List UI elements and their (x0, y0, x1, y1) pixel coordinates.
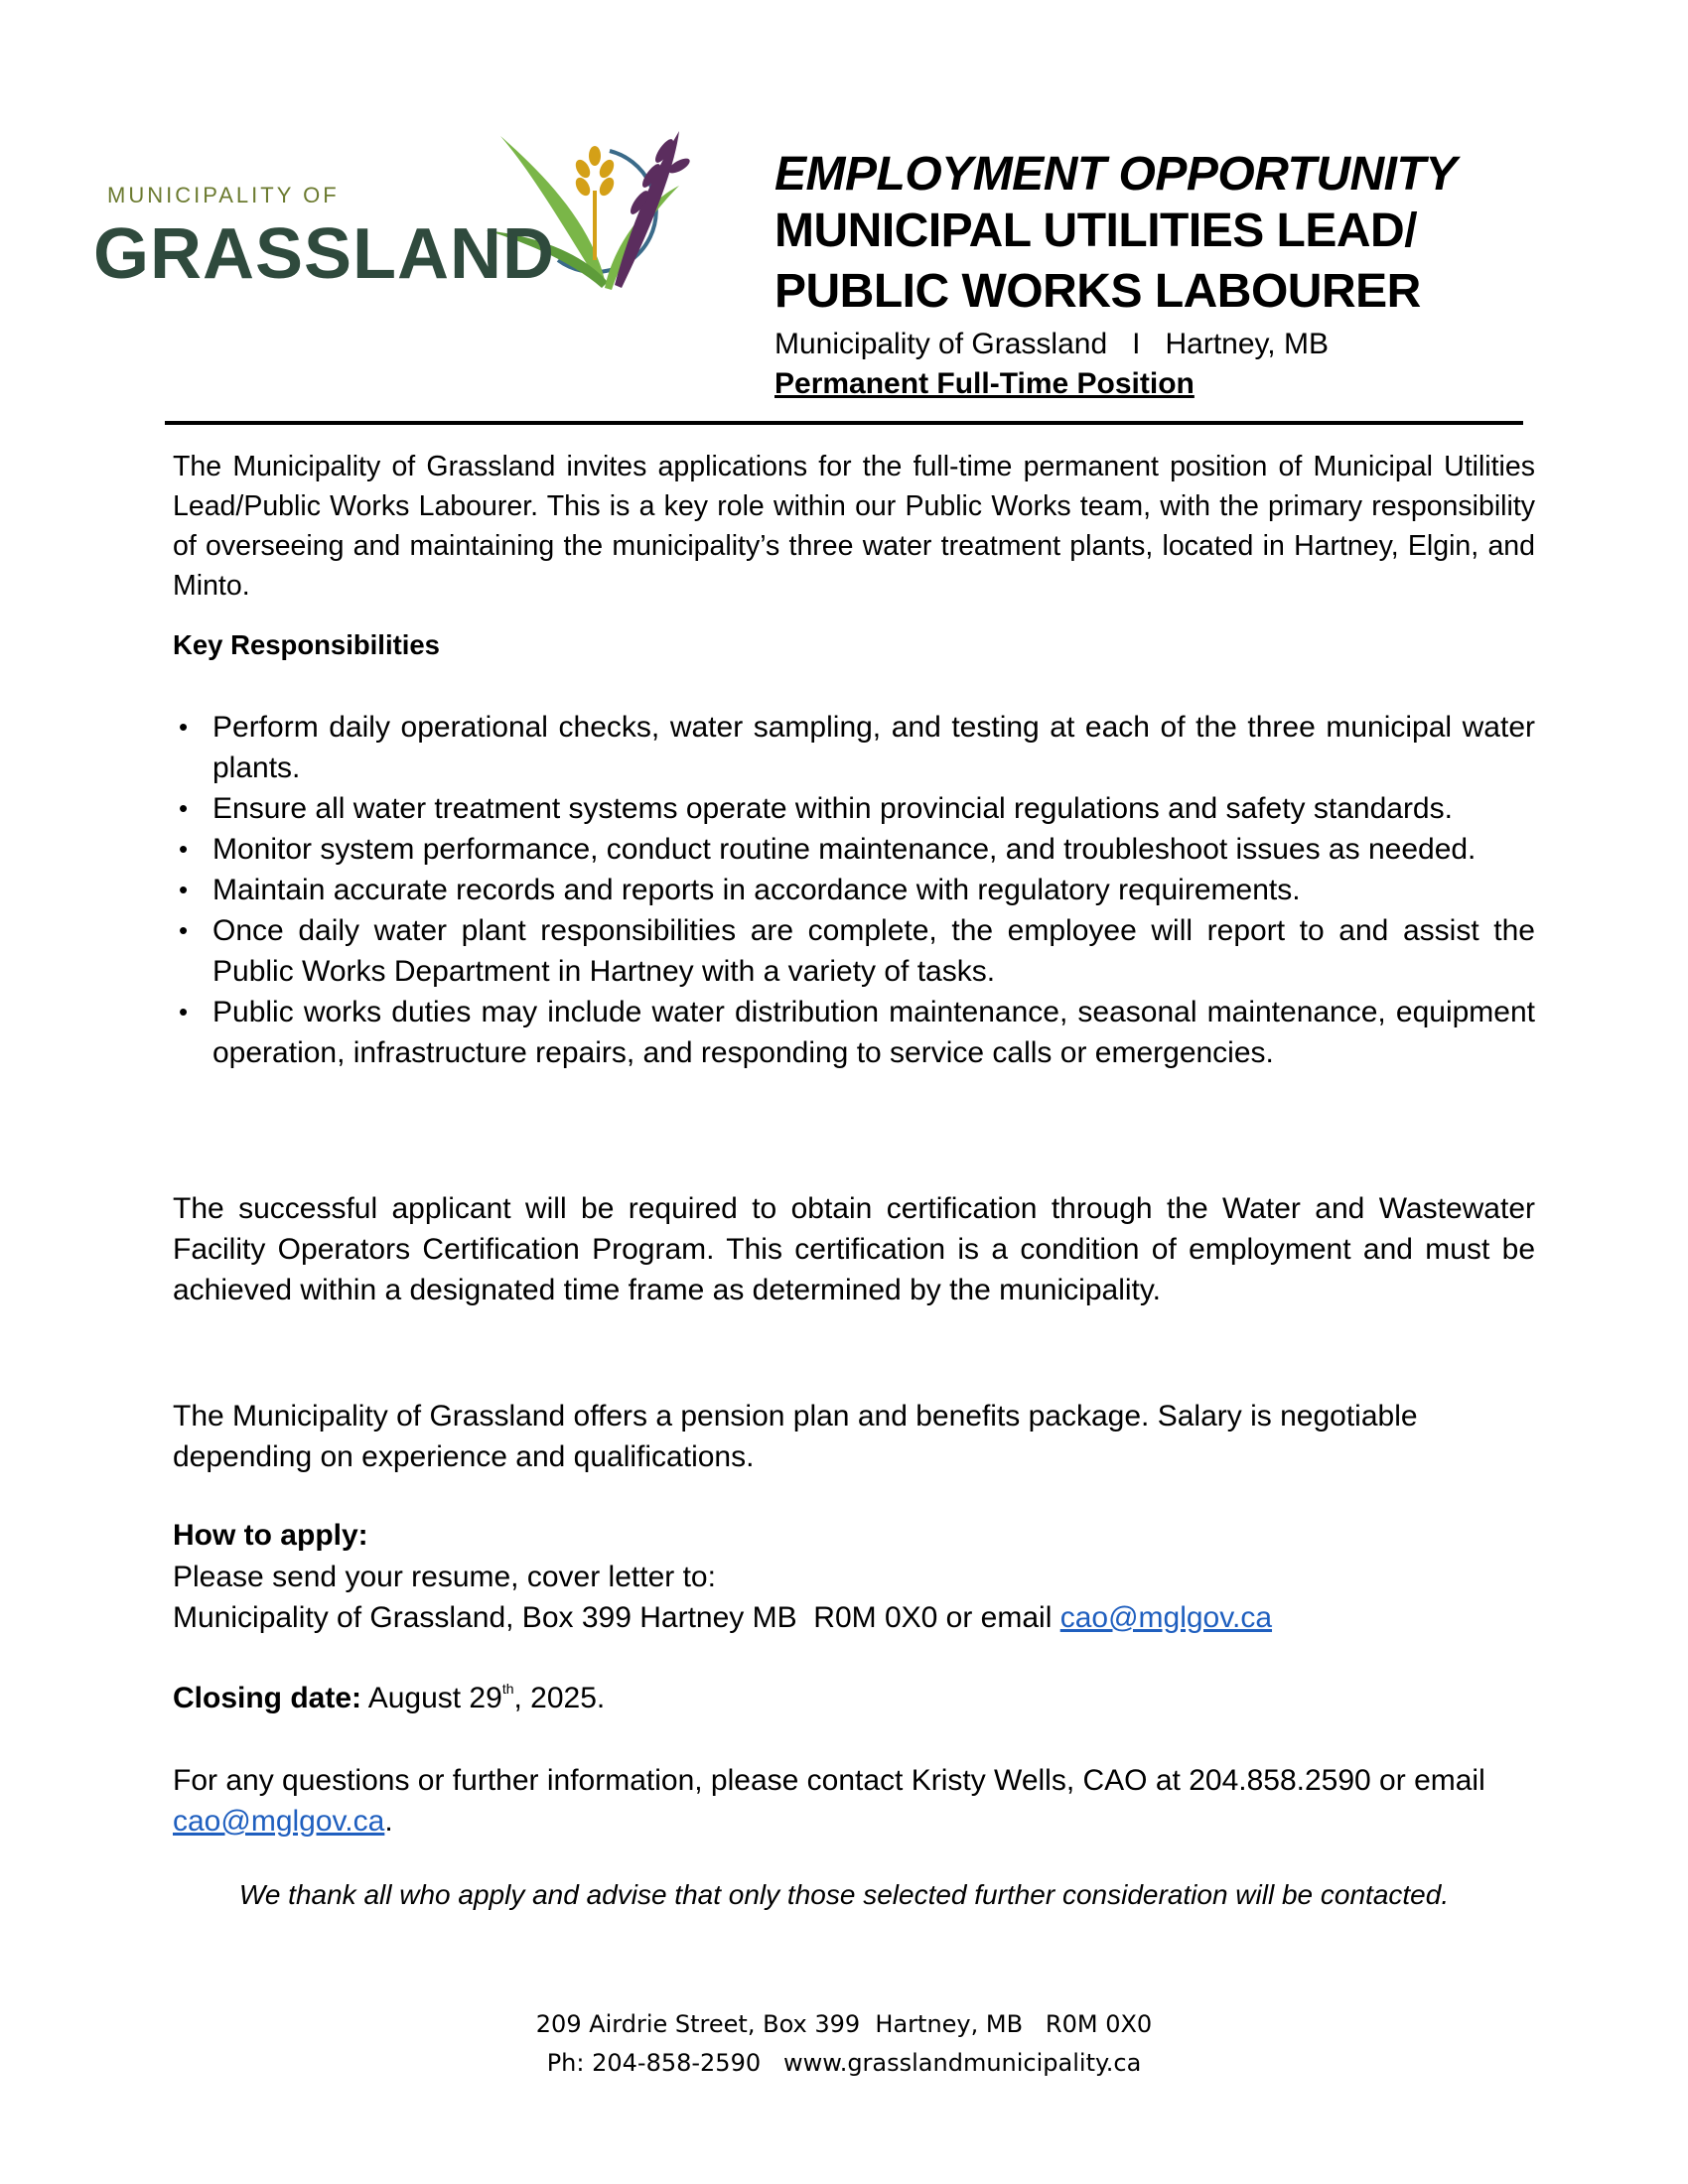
apply-address: Municipality of Grassland, Box 399 Hartney MB R0M 0X0 or email cao@mglgov.ca (173, 1601, 1273, 1634)
grassland-logo (93, 111, 709, 300)
bullet-icon: • (179, 834, 189, 864)
footer-address: 209 Airdrie Street, Box 399 Hartney, MB R0M 0X0 (535, 2010, 1153, 2038)
bullet-icon: • (179, 712, 189, 742)
footer-contact: Ph: 204-858-2590 www.grasslandmunicipality.ca (546, 2049, 1142, 2077)
subtitle: Municipality of Grassland I Hartney, MB (774, 328, 1329, 360)
list-item: • Monitor system performance, conduct routine maintenance, and troubleshoot issues as needed. (173, 829, 1535, 870)
apply-email-link[interactable]: cao@mglgov.ca (1059, 1601, 1273, 1634)
contact-email-link[interactable]: cao@mglgov.ca (173, 1805, 385, 1838)
key-responsibilities-heading: Key Responsibilities (173, 629, 440, 660)
title-line-1: EMPLOYMENT OPPORTUNITY (774, 148, 1457, 201)
bullet-icon: • (179, 793, 189, 823)
closing-date: Closing date: August 29th, 2025. (173, 1681, 606, 1714)
list-item: • Ensure all water treatment systems operate within provincial regulations and safety standards. (173, 788, 1535, 829)
title-line-2: MUNICIPAL UTILITIES LEAD/ (774, 205, 1418, 257)
list-item: • Maintain accurate records and reports in accordance with regulatory requirements. (173, 870, 1535, 910)
contact-paragraph: For any questions or further information, please contact Kristy Wells, CAO at 204.858.2590 or email cao@mglgov.ca. (173, 1764, 1485, 1838)
apply-instructions: Please send your resume, cover letter to: (173, 1561, 716, 1593)
list-item: • Perform daily operational checks, water sampling, and testing at each of the three municipal water plants. (173, 707, 1535, 788)
certification-paragraph: The successful applicant will be required to obtain certification through the Water and Wastewater Facility Operators Certification Program. This certification is a condition of employment and must be achieved within a designated time frame as determined by the municipality. (173, 1192, 1535, 1306)
logo-big-text: GRASSLAND (93, 214, 556, 294)
benefits-paragraph: The Municipality of Grassland offers a pension plan and benefits package. Salary is negotiable depending on experience and qualifications. (173, 1400, 1418, 1473)
thank-you-note: We thank all who apply and advise that only those selected further consideration will be contacted. (238, 1879, 1450, 1910)
list-item: • Public works duties may include water distribution maintenance, seasonal maintenance, equipment operation, infrastructure repairs, and responding to service calls or emergencies. (173, 992, 1535, 1073)
title-line-3: PUBLIC WORKS LABOURER (774, 265, 1421, 318)
intro-paragraph: The Municipality of Grassland invites applications for the full-time permanent position of Municipal Utilities Lead/Public Works Labourer. This is a key role within our Public Works team, with the primary responsibility of overseeing and maintaining the municipality’s three water treatment plants, located in Hartney, Elgin, and Minto. (173, 451, 1535, 602)
header-divider (165, 421, 1523, 425)
list-item: • Once daily water plant responsibilities are complete, the employee will report to and assist the Public Works Department in Hartney with a variety of tasks. (173, 910, 1535, 992)
how-to-apply-heading: How to apply: (173, 1519, 368, 1552)
bullet-icon: • (179, 915, 189, 945)
position-type: Permanent Full-Time Position (774, 367, 1195, 400)
responsibilities-list (173, 707, 1535, 1073)
bullet-icon: • (179, 997, 189, 1026)
bullet-icon: • (179, 875, 189, 904)
closing-date-label: Closing date: (173, 1682, 362, 1714)
logo-small-text: MUNICIPALITY OF (107, 183, 340, 207)
